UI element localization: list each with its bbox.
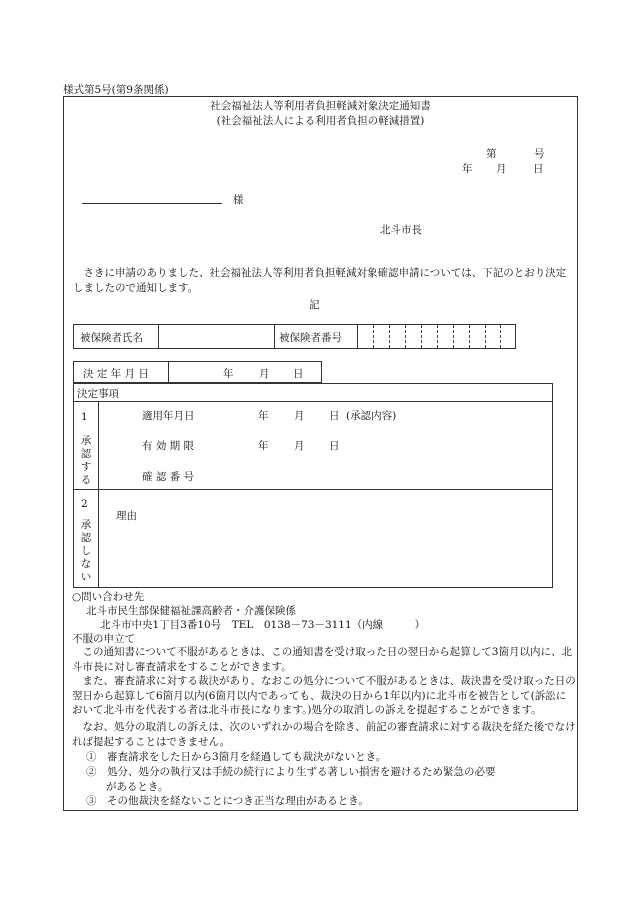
date-day: 日 [533, 163, 544, 175]
objection-heading: 不服の申立て [72, 633, 135, 645]
objection-item-3: ③ その他裁決を経ないことにつき正当な理由があるとき。 [86, 795, 369, 807]
apply-month-unit: 月 [294, 410, 305, 422]
digit-divider [485, 325, 486, 348]
insured-number-cells [358, 325, 515, 348]
addressee-underline [82, 203, 222, 204]
approval-note: (承認内容) [346, 410, 397, 422]
period-year-unit: 年 [258, 440, 269, 452]
contact-heading: ○問い合わせ先 [72, 591, 145, 603]
digit-divider [389, 325, 390, 348]
addressee-suffix: 様 [233, 194, 244, 206]
period-month-unit: 月 [294, 440, 305, 452]
digit-divider [373, 325, 374, 348]
document-subtitle: (社会福祉法人による利用者負担の軽減措置) [216, 115, 425, 127]
digit-divider [421, 325, 422, 348]
insured-number-label: 被保険者番号 [279, 332, 342, 344]
apply-date-label: 適用年月日 [142, 410, 195, 422]
reject-label: 承認しない [80, 519, 92, 583]
number-go: 号 [534, 148, 545, 160]
decision-matters-box [73, 383, 553, 588]
validity-period-label: 有 効 期 限 [142, 440, 195, 452]
insured-name-value [159, 325, 274, 348]
digit-divider [500, 325, 501, 348]
digit-divider [453, 325, 454, 348]
approve-number: 1 [81, 411, 88, 423]
reject-number: 2 [81, 498, 88, 510]
divider [274, 325, 275, 348]
decision-matters-label: 決定事項 [77, 388, 119, 400]
period-day-unit: 日 [329, 440, 340, 452]
decision-date-box [73, 361, 322, 383]
apply-year-unit: 年 [258, 410, 269, 422]
ki-label: 記 [309, 299, 320, 311]
decision-date-label: 決 定 年 月 日 [83, 368, 149, 380]
date-year: 年 [462, 163, 473, 175]
decision-month-unit: 月 [259, 368, 270, 380]
contact-address: 北斗市中央1丁目3番10号 TEL 0138－73－3111（内線 ） [100, 619, 426, 631]
objection-item-2: ② 処分、処分の執行又は手続の続行により生ずる著しい損害を避けるため緊急の必要があるとき。 [86, 766, 496, 793]
digit-divider [405, 325, 406, 348]
reason-label: 理由 [116, 510, 137, 522]
digit-divider [469, 325, 470, 348]
objection-paragraph-3: なお、処分の取消しの訴えは、次のいずれかの場合を除き、前記の審査請求に対する裁決を経た後でなければ提起することはできません。 [72, 721, 576, 748]
decision-day-unit: 日 [293, 368, 304, 380]
issuer: 北斗市長 [380, 224, 422, 236]
insured-name-label: 被保険者氏名 [80, 332, 143, 344]
insured-table [73, 324, 516, 349]
date-month: 月 [496, 163, 507, 175]
objection-paragraph-2: また、審査請求に対する裁決があり、なおこの処分について不服があるときは、裁決書を受け取った日の翌日から起算して6箇月以内(6箇月以内であっても、裁決の日から1年以内)に北斗市を被告として(訴訟において北斗市を代表する者は北斗市長になります。)処分の取消しの訴えを提起することができます。 [72, 675, 576, 716]
intro-text: さきに申請のありました、社会福祉法人等利用者負担軽減対象確認申請については、下記のとおり決定しましたので通知します。 [73, 267, 567, 294]
apply-day-unit: 日 [329, 410, 340, 422]
approve-label: 承認する [80, 435, 92, 486]
decision-year-unit: 年 [223, 368, 234, 380]
divider [74, 401, 552, 402]
contact-dept: 北斗市民生部保健福祉課高齢者・介護保険係 [86, 605, 296, 617]
number-dai: 第 [486, 148, 497, 160]
confirm-number-label: 確 認 番 号 [142, 471, 195, 483]
document-title: 社会福祉法人等利用者負担軽減対象決定通知書 [210, 100, 431, 112]
divider [168, 362, 169, 382]
divider [98, 401, 99, 587]
form-label: 様式第5号(第9条関係) [63, 84, 169, 96]
objection-paragraph-1: この通知書について不服があるときは、この通知書を受け取った日の翌日から起算して3箇月以内に、北斗市長に対し審査請求をすることができます。 [72, 646, 572, 673]
digit-divider [437, 325, 438, 348]
objection-item-1: ① 審査請求をした日から3箇月を経過しても裁決がないとき。 [86, 751, 387, 763]
divider [74, 489, 552, 490]
